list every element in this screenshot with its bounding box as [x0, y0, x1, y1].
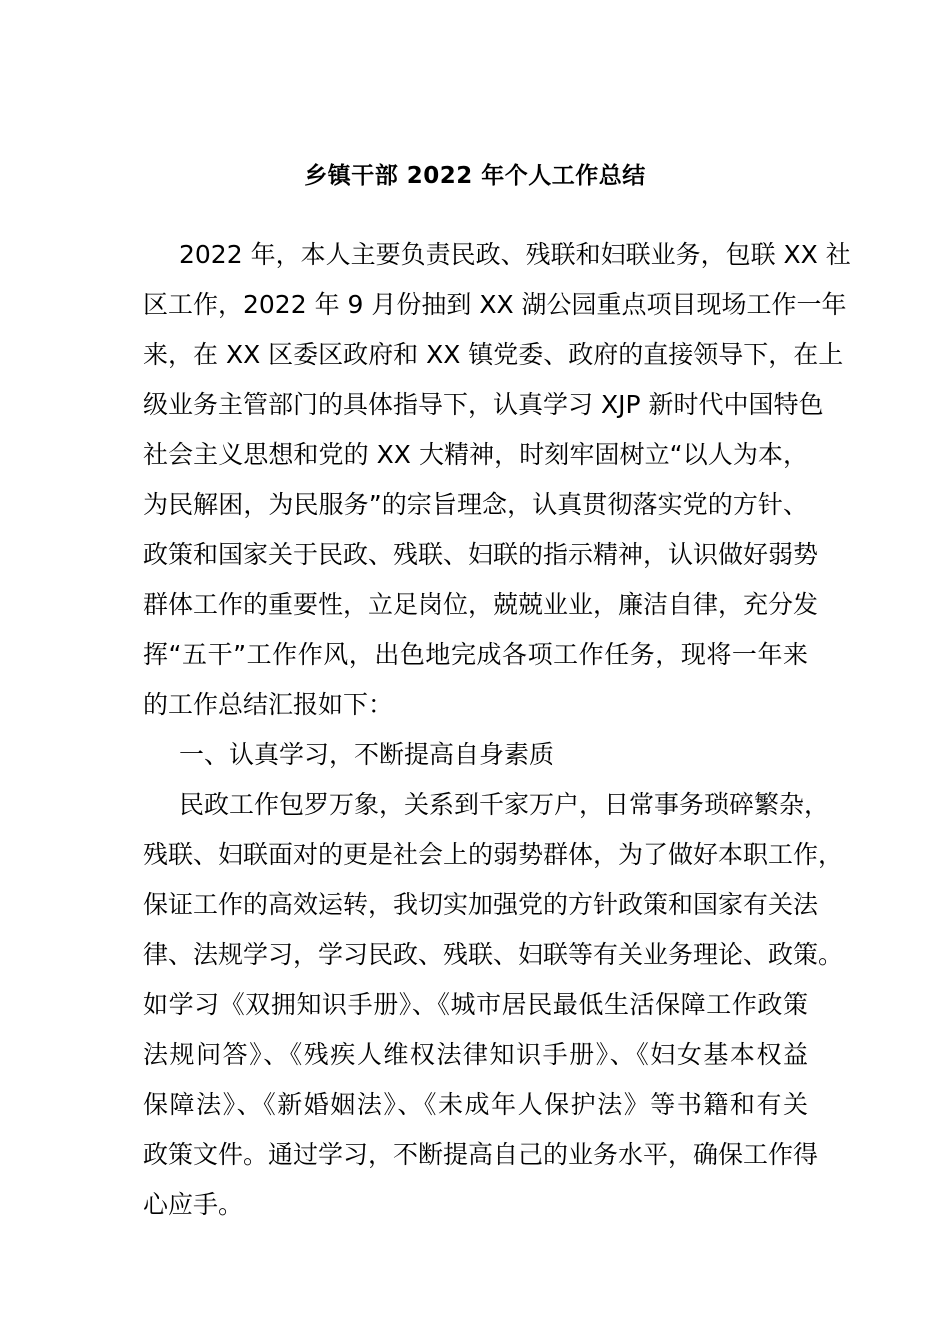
paragraph-line: 的工作总结汇报如下：	[143, 690, 394, 719]
paragraph-line: 来，在 XX 区委区政府和 XX 镇党委、政府的直接领导下，在上	[143, 340, 844, 369]
paragraph-line: 级业务主管部门的具体指导下，认真学习 XJP 新时代中国特色	[143, 390, 824, 419]
paragraph-line: 群体工作的重要性，立足岗位，兢兢业业，廉洁自律，充分发	[143, 590, 819, 619]
paragraph-line: 民政工作包罗万象，关系到千家万户，日常事务琐碎繁杂，	[179, 790, 830, 819]
paragraph-line: 2022 年，本人主要负责民政、残联和妇联业务，包联 XX 社	[179, 240, 851, 269]
document-title: 乡镇干部 2022 年个人工作总结	[304, 163, 646, 189]
paragraph-line: 社会主义思想和党的 XX 大精神，时刻牢固树立“以人为本，	[143, 440, 808, 469]
paragraph-line: 为民解困，为民服务”的宗旨理念，认真贯彻落实党的方针、	[143, 490, 808, 519]
paragraph-line: 律、法规学习，学习民政、残联、妇联等有关业务理论、政策。	[143, 940, 844, 969]
paragraph-line: 挥“五干”工作作风，出色地完成各项工作任务，现将一年来	[143, 640, 808, 669]
paragraph-line: 政策和国家关于民政、残联、妇联的指示精神，认识做好弱势	[143, 540, 819, 569]
paragraph-line: 保障法》、《新婚姻法》、《未成年人保护法》等书籍和有关	[143, 1090, 808, 1119]
section-heading: 一、认真学习，不断提高自身素质	[179, 740, 555, 769]
document-body	[143, 230, 851, 1230]
paragraph-line: 区工作，2022 年 9 月份抽到 XX 湖公园重点项目现场工作一年	[143, 290, 847, 319]
paragraph-line: 残联、妇联面对的更是社会上的弱势群体，为了做好本职工作，	[143, 840, 844, 869]
paragraph-line: 政策文件。通过学习，不断提高自己的业务水平，确保工作得	[143, 1140, 819, 1169]
paragraph-line: 心应手。	[143, 1190, 244, 1219]
paragraph-line: 保证工作的高效运转，我切实加强党的方针政策和国家有关法	[143, 890, 819, 919]
paragraph-line: 法规问答》、《残疾人维权法律知识手册》、《妇女基本权益	[143, 1040, 808, 1069]
paragraph-line: 如学习《双拥知识手册》、《城市居民最低生活保障工作政策	[143, 990, 808, 1019]
